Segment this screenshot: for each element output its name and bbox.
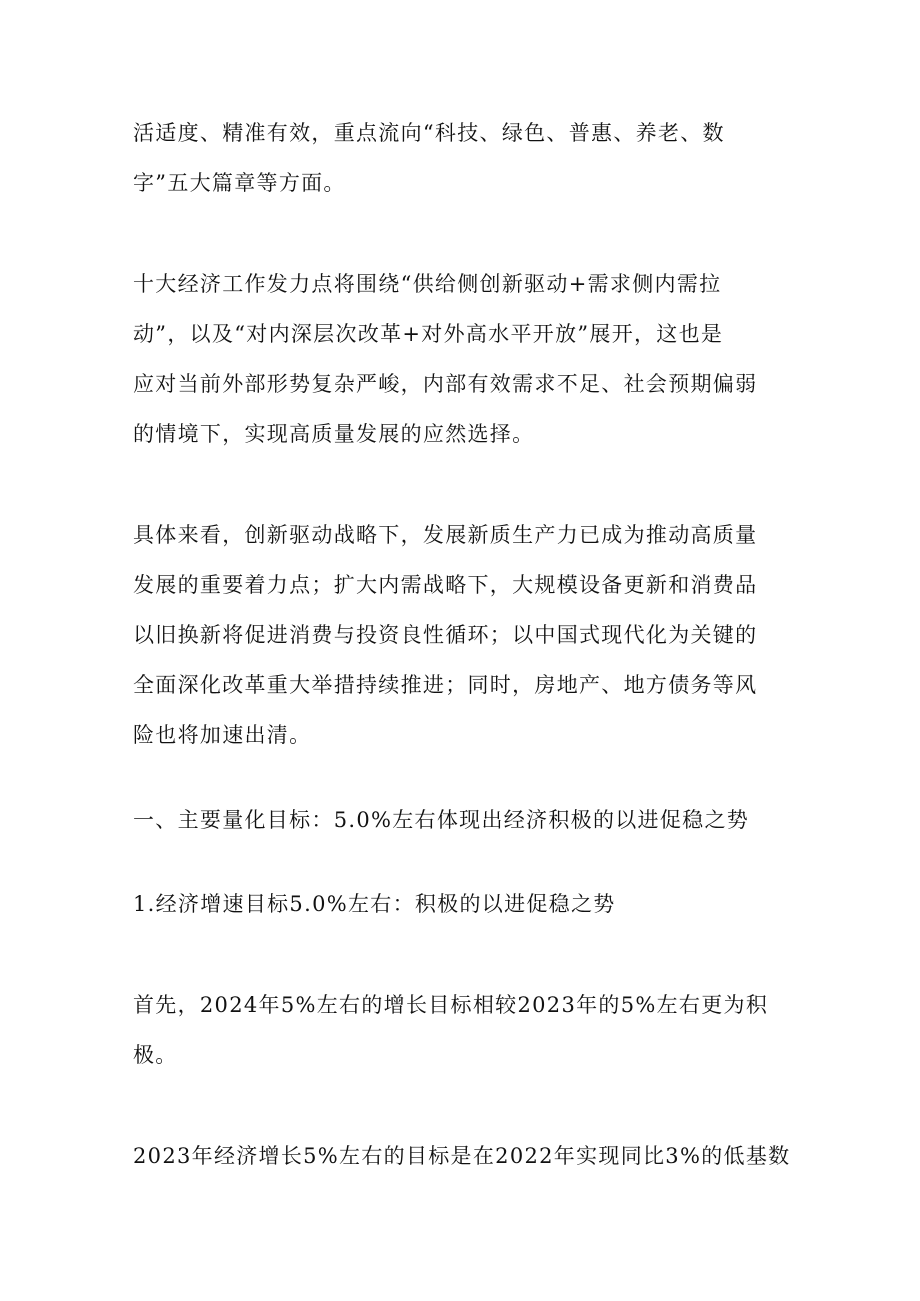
paragraph-2-line-1: 十大经济工作发力点将围绕“供给侧创新驱动+需求侧内需拉 (133, 272, 722, 296)
paragraph-3-line-2: 发展的重要着力点；扩大内需战略下，大规模设备更新和消费品 (133, 573, 758, 597)
paragraph-1-line-2: 字”五大篇章等方面。 (133, 171, 346, 195)
paragraph-2-line-3: 应对当前外部形势复杂严峻，内部有效需求不足、社会预期偏弱 (133, 372, 758, 396)
paragraph-3-line-3: 以旧换新将促进消费与投资良性循环；以中国式现代化为关键的 (133, 623, 758, 647)
paragraph-6-line-1: 首先，2024年5%左右的增长目标相较2023年的5%左右更为积 (133, 993, 769, 1017)
subsection-heading: 1.经济增速目标5.0%左右：积极的以进促稳之势 (133, 892, 616, 916)
paragraph-2-line-2: 动”，以及“对内深层次改革+对外高水平开放”展开，这也是 (133, 322, 724, 346)
paragraph-2-line-4: 的情境下，实现高质量发展的应然选择。 (133, 422, 535, 446)
paragraph-1-line-1: 活适度、精准有效，重点流向“科技、绿色、普惠、养老、数 (133, 121, 725, 145)
paragraph-6-line-2: 极。 (133, 1043, 178, 1067)
paragraph-3-line-1: 具体来看，创新驱动战略下，发展新质生产力已成为推动高质量 (133, 523, 758, 547)
paragraph-3-line-4: 全面深化改革重大举措持续推进；同时，房地产、地方债务等风 (133, 673, 758, 697)
paragraph-7-line-1: 2023年经济增长5%左右的目标是在2022年实现同比3%的低基数 (133, 1144, 791, 1168)
paragraph-3-line-5: 险也将加速出清。 (133, 723, 312, 747)
section-heading: 一、主要量化目标：5.0%左右体现出经济积极的以进促稳之势 (133, 808, 750, 832)
